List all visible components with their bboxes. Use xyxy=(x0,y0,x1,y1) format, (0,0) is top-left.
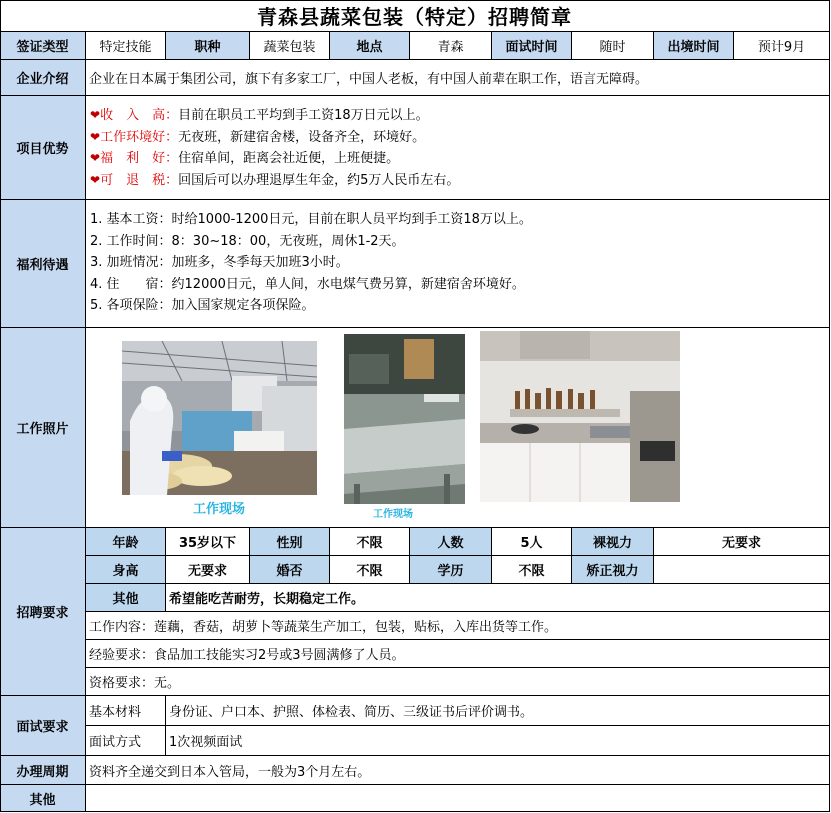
dormitory-kitchen-photo xyxy=(480,331,680,502)
welfare-item: 4. 住 宿：约12000日元，单人间，水电煤气费另算，新建宿舍环境好。 xyxy=(90,276,525,292)
company-intro-label: 企业介绍 xyxy=(0,60,86,96)
advantage-item xyxy=(90,127,459,149)
advantage-key: 可 退 税： xyxy=(100,172,179,188)
naked-vision-label: 裸视力 xyxy=(572,528,654,556)
height-value: 无要求 xyxy=(166,556,250,584)
headcount-value: 5人 xyxy=(492,528,572,556)
other-label: 其他 xyxy=(86,584,166,612)
company-intro-text: 企业在日本属于集团公司，旗下有多家工厂，中国人老板，有中国人前辈在职工作，语言无障碍。 xyxy=(86,60,830,96)
height-label: 身高 xyxy=(86,556,166,584)
marital-value: 不限 xyxy=(330,556,410,584)
advantage-item xyxy=(90,148,459,170)
others-text xyxy=(86,785,830,812)
interview-time-value: 随时 xyxy=(572,32,654,60)
welfare-list xyxy=(90,209,532,317)
qualification-requirement: 资格要求：无。 xyxy=(86,668,830,696)
advantages-list xyxy=(90,105,459,191)
advantage-text: 住宿单间，距离会社近便，上班便捷。 xyxy=(178,151,400,166)
location-label: 地点 xyxy=(330,32,410,60)
experience-requirement: 经验要求：食品加工技能实习2号或3号圆满修了人员。 xyxy=(86,640,830,668)
corrected-vision-label: 矫正视力 xyxy=(572,556,654,584)
advantage-text: 回国后可以办理退厚生年金，约5万人民币左右。 xyxy=(178,172,460,188)
visa-type-value: 特定技能 xyxy=(86,32,166,60)
interview-time-label: 面试时间 xyxy=(492,32,572,60)
education-label: 学历 xyxy=(410,556,492,584)
interview-method-value: 1次视频面试 xyxy=(166,726,830,756)
photo-caption-1: 工作现场 xyxy=(193,502,246,517)
age-label: 年龄 xyxy=(86,528,166,556)
processing-period-text: 资料齐全递交到日本入管局，一般为3个月左右。 xyxy=(86,756,830,785)
heart-icon: ❤ xyxy=(90,108,101,122)
departure-time-value: 预计9月 xyxy=(734,32,830,60)
work-site-photo-2 xyxy=(344,334,465,504)
advantages-label: 项目优势 xyxy=(0,96,86,200)
advantage-key: 福 利 好： xyxy=(100,151,179,166)
heart-icon: ❤ xyxy=(90,129,101,144)
advantage-key: 工作环境好： xyxy=(100,129,179,145)
welfare-item: 2. 工作时间：8：30~18：00，无夜班，周休1-2天。 xyxy=(90,233,405,249)
headcount-label: 人数 xyxy=(410,528,492,556)
heart-icon: ❤ xyxy=(90,172,101,187)
education-value: 不限 xyxy=(492,556,572,584)
age-value: 35岁以下 xyxy=(166,528,250,556)
page-title: 青森县蔬菜包装（特定）招聘简章 xyxy=(0,0,830,32)
location-value: 青森 xyxy=(410,32,492,60)
materials-value: 身份证、户口本、护照、体检表、简历、三级证书后评价调书。 xyxy=(166,696,830,726)
job-type-label: 职种 xyxy=(166,32,250,60)
work-site-photo-1 xyxy=(122,341,317,495)
gender-value: 不限 xyxy=(330,528,410,556)
others-label: 其他 xyxy=(0,785,86,812)
visa-type-label: 签证类型 xyxy=(0,32,86,60)
welfare-label: 福利待遇 xyxy=(0,200,86,328)
interview-method-label: 面试方式 xyxy=(86,726,166,756)
welfare-item: 1. 基本工资：时给1000-1200日元，目前在职人员平均到手工资18万以上。 xyxy=(90,212,532,227)
welfare-item: 3. 加班情况：加班多，冬季每天加班3小时。 xyxy=(90,255,349,270)
advantage-text: 目前在职员工平均到手工资18万日元以上。 xyxy=(178,108,429,123)
corrected-vision-value xyxy=(654,556,830,584)
interview-requirements-label: 面试要求 xyxy=(0,696,86,756)
other-value: 希望能吃苦耐劳，长期稳定工作。 xyxy=(166,584,830,612)
marital-label: 婚否 xyxy=(250,556,330,584)
departure-time-label: 出境时间 xyxy=(654,32,734,60)
advantage-text: 无夜班，新建宿舍楼，设备齐全，环境好。 xyxy=(178,129,426,145)
naked-vision-value: 无要求 xyxy=(654,528,830,556)
photo-caption-2: 工作现场 xyxy=(373,509,413,520)
advantage-item xyxy=(90,105,459,127)
processing-period-label: 办理周期 xyxy=(0,756,86,785)
advantage-key: 收 入 高： xyxy=(100,108,179,123)
requirements-label: 招聘要求 xyxy=(0,528,86,696)
work-content: 工作内容：莲藕，香菇，胡萝卜等蔬菜生产加工，包装，贴标，入库出货等工作。 xyxy=(86,612,830,640)
heart-icon: ❤ xyxy=(90,151,101,165)
advantage-item xyxy=(90,170,459,192)
welfare-item: 5. 各项保险：加入国家规定各项保险。 xyxy=(90,298,315,313)
materials-label: 基本材料 xyxy=(86,696,166,726)
photos-label: 工作照片 xyxy=(0,328,86,528)
job-type-value: 蔬菜包装 xyxy=(250,32,330,60)
gender-label: 性别 xyxy=(250,528,330,556)
